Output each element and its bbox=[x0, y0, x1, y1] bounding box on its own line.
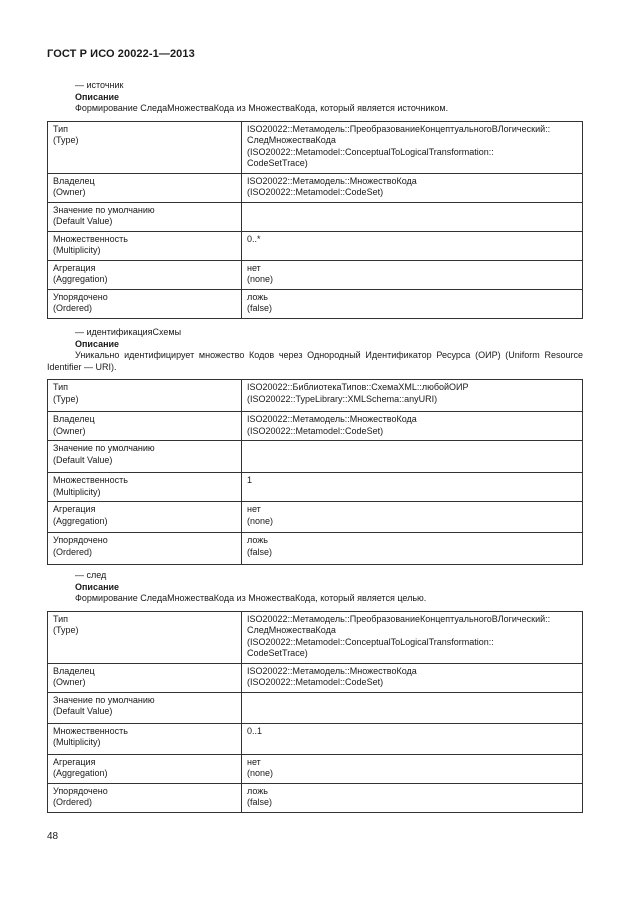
description-text: Формирование СледаМножестваКода из МножестваКода, который является источником. bbox=[75, 103, 449, 113]
property-value-line: (none) bbox=[247, 274, 274, 284]
table-row bbox=[48, 441, 583, 473]
property-value-line: (none) bbox=[247, 768, 274, 778]
property-value-line: ISO20022::Метамодель::ПреобразованиеКонцептуальногоВЛогический:: bbox=[247, 123, 551, 134]
table-row bbox=[48, 289, 583, 318]
property-value-line: нет bbox=[247, 262, 261, 273]
property-name-line: (Owner) bbox=[53, 187, 86, 197]
attribute-name: — след bbox=[75, 570, 107, 580]
description-text: Формирование СледаМножестваКода из МножестваКода, который является целью. bbox=[75, 593, 427, 603]
property-name-line: Владелец bbox=[53, 175, 95, 186]
property-value-line: СледМножестваКода bbox=[247, 625, 336, 635]
section-intro bbox=[47, 327, 583, 350]
property-value-line: CodeSetTrace) bbox=[247, 648, 308, 658]
table-row bbox=[48, 692, 583, 723]
property-name-line: Значение по умолчанию bbox=[53, 204, 155, 215]
property-name-line: Упорядочено bbox=[53, 535, 108, 545]
property-name-cell bbox=[48, 611, 242, 663]
property-name-cell bbox=[48, 502, 242, 533]
property-name-line: (Owner) bbox=[53, 677, 86, 687]
property-value-cell bbox=[242, 231, 583, 260]
property-name-line: (Owner) bbox=[53, 425, 86, 436]
property-value-line: ISO20022::Метамодель::МножествоКода bbox=[247, 665, 417, 676]
property-name-line: Упорядочено bbox=[53, 785, 108, 796]
property-value-line: ISO20022::Метамодель::МножествоКода bbox=[247, 175, 417, 186]
property-name-cell bbox=[48, 231, 242, 260]
property-value-cell bbox=[242, 502, 583, 533]
property-value-line: CodeSetTrace) bbox=[247, 158, 308, 168]
property-value-line: ложь bbox=[247, 291, 268, 302]
property-name-line: (Multiplicity) bbox=[53, 486, 101, 497]
description-text: Уникально идентифицирует множество Кодов через Однородный Идентификатор Ресурса (ОИР) (Uniform Resource Identifier — URI). bbox=[47, 350, 583, 372]
table-row bbox=[48, 663, 583, 692]
property-name-cell bbox=[48, 754, 242, 783]
description-heading: Описание bbox=[75, 581, 120, 592]
property-value-line: ISO20022::Метамодель::ПреобразованиеКонцептуальногоВЛогический:: bbox=[247, 613, 551, 624]
property-value-line: нет bbox=[247, 504, 261, 514]
property-name-line: (Type) bbox=[53, 625, 79, 635]
table-row bbox=[48, 754, 583, 783]
property-value-line: ложь bbox=[247, 785, 268, 796]
table-row bbox=[48, 173, 583, 202]
property-name-line: Множественность bbox=[53, 725, 128, 736]
description-heading: Описание bbox=[75, 91, 120, 102]
property-value-line: (false) bbox=[247, 546, 273, 557]
property-value-cell bbox=[242, 380, 583, 412]
property-value-cell bbox=[242, 692, 583, 723]
table-row bbox=[48, 473, 583, 502]
property-name-line: (Default Value) bbox=[53, 216, 113, 226]
table-row bbox=[48, 260, 583, 289]
property-value-line: (ISO20022::TypeLibrary::XMLSchema::anyURI) bbox=[247, 393, 438, 404]
property-name-line: Множественность bbox=[53, 233, 128, 244]
table-row bbox=[48, 380, 583, 412]
property-name-line: (Type) bbox=[53, 393, 79, 404]
section-schema-identification bbox=[47, 327, 583, 565]
property-value-cell bbox=[242, 473, 583, 502]
property-value-line: (ISO20022::Metamodel::CodeSet) bbox=[247, 187, 384, 197]
property-name-line: (Default Value) bbox=[53, 454, 113, 465]
document-header: ГОСТ Р ИСО 20022-1—2013 bbox=[47, 48, 195, 60]
properties-table bbox=[47, 121, 583, 319]
property-value-cell bbox=[242, 260, 583, 289]
property-name-line: Значение по умолчанию bbox=[53, 443, 155, 453]
page-number: 48 bbox=[47, 831, 59, 842]
property-value-line: (false) bbox=[247, 797, 273, 807]
property-name-cell bbox=[48, 473, 242, 502]
property-name-cell bbox=[48, 380, 242, 412]
property-name-cell bbox=[48, 289, 242, 318]
property-value-line: (ISO20022::Metamodel::ConceptualToLogicalTransformation:: bbox=[247, 636, 494, 647]
property-value-cell bbox=[242, 121, 583, 173]
table-row bbox=[48, 231, 583, 260]
section-intro bbox=[47, 570, 583, 593]
property-name-cell bbox=[48, 533, 242, 565]
property-value-line: 1 bbox=[247, 475, 253, 485]
property-value-cell bbox=[242, 611, 583, 663]
property-name-line: (Ordered) bbox=[53, 546, 93, 557]
property-value-line: 0..1 bbox=[247, 725, 263, 736]
property-name-cell bbox=[48, 663, 242, 692]
description-heading: Описание bbox=[75, 338, 120, 349]
property-value-line: 0..* bbox=[247, 233, 261, 244]
property-value-line: (false) bbox=[247, 303, 273, 313]
property-name-line: (Aggregation) bbox=[53, 768, 108, 778]
section-source bbox=[47, 80, 583, 319]
table-row bbox=[48, 723, 583, 754]
property-name-line: (Aggregation) bbox=[53, 515, 108, 526]
property-name-line: (Type) bbox=[53, 135, 79, 145]
property-value-cell bbox=[242, 663, 583, 692]
property-value-cell bbox=[242, 173, 583, 202]
property-name-cell bbox=[48, 723, 242, 754]
property-name-line: Упорядочено bbox=[53, 291, 108, 302]
property-name-line: Агрегация bbox=[53, 262, 96, 273]
property-name-cell bbox=[48, 783, 242, 812]
property-name-line: Владелец bbox=[53, 414, 95, 424]
property-name-cell bbox=[48, 412, 242, 441]
table-row bbox=[48, 783, 583, 812]
property-name-line: Владелец bbox=[53, 665, 95, 676]
section-intro bbox=[47, 80, 583, 103]
attribute-name: — источник bbox=[75, 80, 124, 90]
property-name-line: Тип bbox=[53, 613, 69, 624]
property-value-line: ISO20022::Метамодель::МножествоКода bbox=[247, 414, 417, 424]
property-name-line: (Ordered) bbox=[53, 797, 93, 807]
table-row bbox=[48, 533, 583, 565]
property-value-line: СледМножестваКода bbox=[247, 135, 336, 145]
property-value-line: (ISO20022::Metamodel::CodeSet) bbox=[247, 425, 384, 436]
property-value-cell bbox=[242, 412, 583, 441]
attribute-name: — идентификацияСхемы bbox=[75, 327, 182, 337]
property-name-line: Агрегация bbox=[53, 504, 96, 514]
property-name-line: Значение по умолчанию bbox=[53, 694, 155, 705]
property-name-cell bbox=[48, 121, 242, 173]
property-name-line: Множественность bbox=[53, 475, 128, 485]
property-name-cell bbox=[48, 692, 242, 723]
property-name-cell bbox=[48, 441, 242, 473]
table-row bbox=[48, 121, 583, 173]
property-name-line: (Multiplicity) bbox=[53, 737, 101, 747]
property-value-line: (ISO20022::Metamodel::CodeSet) bbox=[247, 677, 384, 687]
property-value-cell bbox=[242, 783, 583, 812]
property-value-line: ложь bbox=[247, 535, 268, 545]
property-name-line: Агрегация bbox=[53, 756, 96, 767]
property-name-line: (Aggregation) bbox=[53, 274, 108, 284]
property-name-line: Тип bbox=[53, 123, 69, 134]
property-value-cell bbox=[242, 202, 583, 231]
property-value-cell bbox=[242, 754, 583, 783]
property-name-line: (Ordered) bbox=[53, 303, 93, 313]
property-name-cell bbox=[48, 202, 242, 231]
property-value-line: ISO20022::БиблиотекаТипов::СхемаXML::любойОИР bbox=[247, 382, 469, 392]
property-value-cell bbox=[242, 441, 583, 473]
section-trace bbox=[47, 570, 583, 813]
table-row bbox=[48, 412, 583, 441]
properties-table bbox=[47, 611, 583, 813]
property-name-line: (Default Value) bbox=[53, 706, 113, 716]
properties-table bbox=[47, 379, 583, 565]
property-value-cell bbox=[242, 289, 583, 318]
property-value-cell bbox=[242, 723, 583, 754]
property-name-line: Тип bbox=[53, 382, 69, 392]
property-value-line: нет bbox=[247, 756, 261, 767]
property-name-cell bbox=[48, 260, 242, 289]
property-value-line: (ISO20022::Metamodel::ConceptualToLogicalTransformation:: bbox=[247, 146, 494, 157]
property-name-line: (Multiplicity) bbox=[53, 245, 101, 255]
table-row bbox=[48, 202, 583, 231]
table-row bbox=[48, 502, 583, 533]
property-name-cell bbox=[48, 173, 242, 202]
property-value-line: (none) bbox=[247, 515, 274, 526]
table-row bbox=[48, 611, 583, 663]
property-value-cell bbox=[242, 533, 583, 565]
